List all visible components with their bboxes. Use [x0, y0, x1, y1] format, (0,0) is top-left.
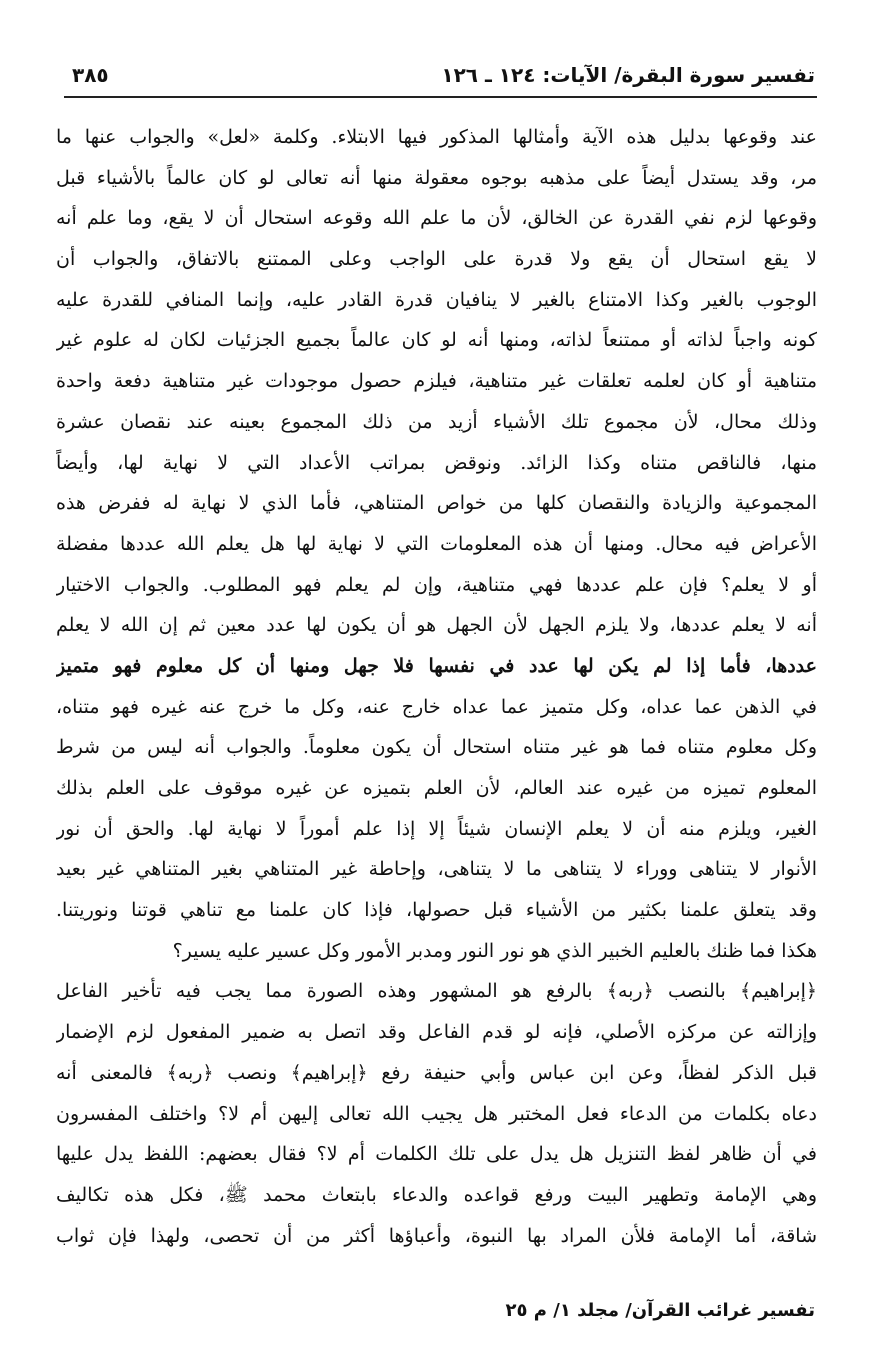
- text-line: عند وقوعها بدليل هذه الآية وأمثالها المذكور فيها الابتلاء. وكلمة «لعل» والجواب عنها ما: [56, 126, 817, 148]
- text-line: شاقة، أما الإمامة فلأن المراد بها النبوة، وأعباؤها أكثر من أن تحصى، ولهذا فإن ثواب: [56, 1224, 817, 1247]
- text-line: الغير، ويلزم منه أن لا يعلم الإنسان شيئاً إلا إذا علم أموراً لا نهاية لها. والحق أن نور: [56, 817, 817, 840]
- text-line: وهي الإمامة وتطهير البيت ورفع قواعده والدعاء بابتعاث محمد ﷺ، فكل هذه تكاليف: [56, 1183, 817, 1206]
- text-line: منها، فالناقص متناه وكذا الزائد. ونوقض بمراتب الأعداد التي لا نهاية لها، وأيضاً: [56, 451, 817, 474]
- text-line: هكذا فما ظنك بالعليم الخبير الذي هو نور النور ومدبر الأمور وكل عسير عليه يسير؟: [172, 939, 817, 962]
- page-footer: تفسير غرائب القرآن/ مجلد ١/ م ٢٥: [505, 1300, 815, 1321]
- text-line: المعلوم تميزه من غيره عند العالم، لأن العلم بتميزه عن غيره موقوف على العلم بذلك: [56, 777, 817, 799]
- text-line: كونه واجباً لذاته أو ممتنعاً لذاته، ومنها أنه لو كان عالماً بجميع الجزئيات لكان له علوم غير: [56, 329, 817, 352]
- text-line: ﴿إبراهيم﴾ بالنصب ﴿ربه﴾ بالرفع هو المشهور وهذه الصورة مما يجب فيه تأخير الفاعل: [56, 980, 817, 1003]
- text-line: عددها، فأما إذا لم يكن لها عدد في نفسها فلا جهل ومنها أن كل معلوم فهو متميز: [56, 654, 817, 677]
- text-line: قبل الذكر لفظاً، وعن ابن عباس وأبي حنيفة رفع ﴿إبراهيم﴾ ونصب ﴿ربه﴾ فالمعنى أنه: [56, 1061, 817, 1084]
- text-line: دعاه بكلمات من الدعاء فعل المختبر هل يجيب الله تعالى إليهن أم لا؟ واختلف المفسرون: [56, 1102, 817, 1125]
- page-number: ٣٨٥: [72, 63, 109, 87]
- text-line: وإزالته عن مركزه الأصلي، فإنه لو قدم الفاعل وقد اتصل به ضمير المفعول لزم الإضمار: [56, 1021, 817, 1044]
- text-line: أنه لا يعلم عددها، ولا يلزم الجهل لأن الجهل هو أن يكون لها عدد معين ثم إن الله لا يعلم: [56, 614, 817, 637]
- body-text: [56, 117, 817, 1256]
- text-line: وقد يتعلق علمنا بكثير من الأشياء قبل حصولها، فإذا كان علمنا مع تناهي قوتنا ونوريتنا.: [56, 899, 817, 922]
- header-divider: [64, 96, 817, 98]
- text-line: لا يقع استحال أن يقع ولا قدرة على الواجب وعلى الممتنع بالاتفاق، والجواب أن: [56, 248, 817, 271]
- text-line: وكل معلوم متناه فما هو غير متناه استحال أن يكون معلوماً. والجواب أنه ليس من شرط: [56, 736, 817, 759]
- text-line: وذلك محال، لأن مجموع تلك الأشياء أزيد من ذلك المجموع بعينه عند نقصان عشرة: [56, 410, 817, 433]
- page-header: [72, 56, 815, 94]
- text-line: في الذهن عما عداه، وكل متميز عما عداه خارج عنه، وكل ما خرج عنه غيره فهو متناه،: [56, 695, 817, 718]
- text-line: الوجوب بالغير وكذا الامتناع بالغير لا ينافيان قدرة القادر عليه، وإنما المنافي للقدرة عليه: [56, 288, 817, 311]
- text-line: الأنوار لا يتناهى ووراء لا يتناهى ما لا يتناهى، وإحاطة غير المتناهي بغير المتناهي غير بعيد: [56, 858, 817, 881]
- text-line: في أن ظاهر لفظ التنزيل هل يدل على تلك الكلمات أم لا؟ فقال بعضهم: اللفظ يدل عليها: [56, 1143, 817, 1166]
- text-line: متناهية أو كان لعلمه تعلقات غير متناهية، فيلزم حصول موجودات غير متناهية دفعة واحدة: [56, 370, 817, 393]
- text-line: أو لا يعلم؟ فإن علم عددها فهي متناهية، وإن لم يعلم فهو المطلوب. والجواب الاختيار: [56, 573, 817, 596]
- text-line: الأعراض فيه محال. ومنها أن هذه المعلومات التي لا نهاية لها هل يعلم الله عددها مفضلة: [56, 532, 817, 555]
- running-title: تفسير سورة البقرة/ الآيات: ١٢٤ ـ ١٢٦: [441, 63, 815, 87]
- text-line: مر، وقد يستدل أيضاً على مذهبه بوجوه معقولة منها أنه تعالى لو كان عالماً بالأشياء قبل: [56, 166, 817, 189]
- text-line: وقوعها لزم نفي القدرة عن الخالق، لأن ما علم الله وقوعه استحال أن لا يقع، وما علم أنه: [56, 207, 817, 230]
- text-line: المجموعية والزيادة والنقصان كلها من خواص المتناهي، فأما الذي لا نهاية له ففرض هذه: [56, 492, 817, 515]
